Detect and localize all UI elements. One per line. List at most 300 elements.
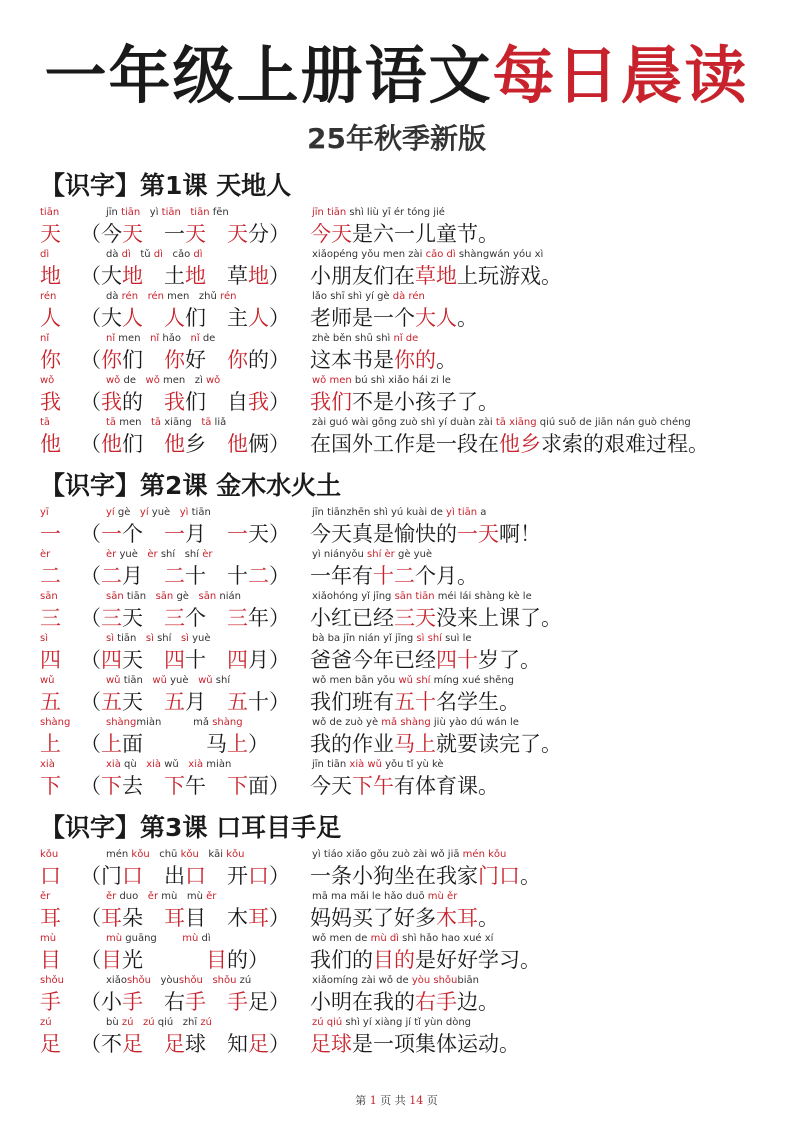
- sentence-pinyin-segment: mǎ shàng: [381, 717, 431, 728]
- main-char-cell: [40, 590, 76, 632]
- word-group-cell: [80, 206, 310, 248]
- sentence-segment: 个月。: [415, 564, 478, 588]
- word-pinyin-segment: liǎ: [211, 417, 227, 428]
- main-char-cell: [40, 674, 76, 716]
- sentence-segment: 在国外工作是一段在: [310, 432, 499, 456]
- word-pinyin-segment: shí: [153, 633, 181, 644]
- sentence-segment: 岁了。: [478, 648, 541, 672]
- word-pinyin-segment: tiān: [121, 207, 141, 218]
- char-row: [40, 974, 780, 1016]
- sentence-segment: 三天: [394, 606, 436, 630]
- word-pinyin-segment: rén: [220, 291, 237, 302]
- word-group-pinyin: [106, 248, 203, 262]
- word-pinyin-segment: tiān: [188, 507, 211, 518]
- word-group: [80, 220, 290, 248]
- main-char: 地: [40, 264, 61, 288]
- word-pinyin-segment: cǎo: [162, 249, 194, 260]
- word-segment: （: [80, 522, 101, 546]
- sentence-cell: [310, 548, 780, 590]
- word-group-pinyin: [106, 890, 216, 904]
- word-segment: 口: [248, 864, 269, 888]
- word-segment: 下: [101, 774, 122, 798]
- sentence-pinyin-segment: qiú suǒ de jiān nán guò chéng: [536, 417, 691, 428]
- sentence-pinyin-segment: míng xué shēng: [430, 675, 515, 686]
- sentence: [310, 220, 499, 248]
- footer-suffix: 页: [426, 1094, 438, 1107]
- sentence-pinyin-segment: shì hǎo hao xué xí: [398, 933, 494, 944]
- word-group-pinyin: [106, 932, 211, 946]
- word-group: [80, 730, 269, 758]
- word-group-cell: [80, 674, 310, 716]
- word-segment: 足: [248, 1032, 269, 1056]
- word-segment: （不: [80, 1032, 122, 1056]
- word-segment: 你: [101, 348, 122, 372]
- word-segment: （: [80, 606, 101, 630]
- main-char: 天: [40, 222, 61, 246]
- main-char-pinyin: dì: [40, 249, 50, 260]
- word-segment: 下: [227, 774, 248, 798]
- word-pinyin-segment: men zì: [159, 375, 206, 386]
- sentence-cell: [310, 206, 780, 248]
- main-char-pinyin: wǒ: [40, 375, 55, 386]
- word-pinyin-segment: tiān: [120, 675, 153, 686]
- sentence-pinyin-segment: mén kǒu: [462, 849, 507, 860]
- sentence-pinyin: [312, 374, 451, 388]
- sentence-pinyin-segment: bà ba jīn nián yǐ jīng: [312, 633, 417, 644]
- sentence-segment: 妈妈买了好多: [310, 906, 436, 930]
- sentence-pinyin: [312, 974, 479, 988]
- word-group-cell: [80, 548, 310, 590]
- word-segment: [143, 1032, 164, 1056]
- word-group: [80, 772, 290, 800]
- word-segment: 三: [101, 606, 122, 630]
- word-segment: 手: [227, 990, 248, 1014]
- main-char: 手: [40, 990, 61, 1014]
- word-segment: 分）: [248, 222, 290, 246]
- lesson-number: 3: [165, 813, 183, 842]
- sentence-pinyin: [312, 548, 432, 562]
- sentence-pinyin-segment: shàngwán yóu xì: [455, 249, 544, 260]
- word-group-cell: [80, 848, 310, 890]
- word-group: [80, 346, 290, 374]
- word-group-cell: [80, 374, 310, 416]
- word-pinyin-segment: [138, 291, 148, 302]
- word-pinyin-segment: èr: [147, 549, 158, 560]
- word-pinyin-segment: shǒu: [178, 975, 203, 986]
- word-pinyin-segment: jīn: [106, 207, 122, 218]
- sentence-pinyin-segment: zú qiú: [312, 1017, 343, 1028]
- word-pinyin-segment: qù: [120, 759, 147, 770]
- word-pinyin-segment: guāng: [122, 933, 183, 944]
- word-group-cell: [80, 932, 310, 974]
- sentence-pinyin: [312, 758, 444, 772]
- sentence-pinyin-segment: wǒ de zuò yè: [312, 717, 382, 728]
- word-pinyin-segment: men: [116, 417, 152, 428]
- sentence-pinyin-segment: sān tiān: [394, 591, 435, 602]
- word-group-pinyin: [106, 1016, 212, 1030]
- main-char-cell: [40, 506, 76, 548]
- word-group: [80, 946, 269, 974]
- word-pinyin-segment: de: [199, 333, 216, 344]
- word-segment: 右: [143, 990, 185, 1014]
- lesson-prefix: 第: [140, 471, 166, 500]
- word-segment: 耳: [164, 906, 185, 930]
- word-segment: 月: [122, 564, 164, 588]
- word-pinyin-segment: shàng: [106, 717, 137, 728]
- word-pinyin-segment: tā: [106, 417, 117, 428]
- main-char: 四: [40, 648, 61, 672]
- char-row: [40, 248, 780, 290]
- sentence-pinyin-segment: wǒ men: [312, 375, 352, 386]
- main-char-pinyin: nǐ: [40, 333, 50, 344]
- word-group-cell: [80, 248, 310, 290]
- word-pinyin-segment: dà: [106, 291, 122, 302]
- sentence-pinyin: [312, 716, 519, 730]
- word-group: [80, 988, 290, 1016]
- main-char: 足: [40, 1032, 61, 1056]
- char-row: [40, 674, 780, 716]
- sentence: [310, 862, 541, 890]
- word-segment: [143, 306, 164, 330]
- word-pinyin-segment: zú: [236, 975, 252, 986]
- word-pinyin-segment: yí: [139, 507, 149, 518]
- word-group: [80, 388, 290, 416]
- word-pinyin-segment: tiān: [161, 207, 181, 218]
- sentence-segment: 下午: [352, 774, 394, 798]
- sentence-pinyin-segment: wǒ men de: [312, 933, 371, 944]
- word-pinyin-segment: sān: [198, 591, 217, 602]
- sentence-segment: 老师是一个: [310, 306, 415, 330]
- main-char-cell: [40, 932, 76, 974]
- sentence-pinyin-segment: xiǎopéng yǒu men zài: [312, 249, 426, 260]
- sentence-pinyin-segment: mù ěr: [427, 891, 458, 902]
- word-pinyin-segment: dì: [121, 249, 131, 260]
- word-pinyin-segment: kǒu: [131, 849, 150, 860]
- word-segment: 目: [206, 948, 227, 972]
- sentence-cell: [310, 332, 780, 374]
- main-char: 五: [40, 690, 61, 714]
- sentence: [310, 904, 499, 932]
- word-segment: （: [80, 948, 101, 972]
- word-pinyin-segment: dì: [193, 249, 203, 260]
- sentence-pinyin-segment: biān: [457, 975, 479, 986]
- word-segment: （: [80, 348, 101, 372]
- sentence-cell: [310, 758, 780, 800]
- word-group: [80, 430, 290, 458]
- sentence-segment: 我们: [310, 390, 352, 414]
- lesson-heading: [40, 468, 780, 504]
- footer-middle: 页 共: [380, 1094, 406, 1107]
- word-segment: （: [80, 648, 101, 672]
- sentence-segment: 名学生。: [436, 690, 520, 714]
- lesson-heading: [40, 168, 780, 204]
- main-char-pinyin: sān: [40, 591, 58, 602]
- sentence-pinyin: [312, 1016, 471, 1030]
- word-pinyin-segment: wǔ: [161, 759, 189, 770]
- sentence: [310, 946, 541, 974]
- sentence-pinyin: [312, 590, 532, 604]
- word-segment: 五: [101, 690, 122, 714]
- word-segment: 天: [122, 606, 164, 630]
- word-pinyin-segment: gè: [114, 507, 140, 518]
- main-char-pinyin: tā: [40, 417, 51, 428]
- word-pinyin-segment: xià: [106, 759, 121, 770]
- sentence-pinyin-segment: shí èr: [367, 549, 395, 560]
- page-number: 1: [369, 1094, 377, 1107]
- sentence-pinyin-segment: yì niányǒu: [312, 549, 368, 560]
- word-pinyin-segment: dì: [198, 933, 211, 944]
- main-char-cell: [40, 632, 76, 674]
- sentence: [310, 688, 520, 716]
- lesson-bracket: 【识字】: [40, 171, 141, 200]
- main-char-pinyin: zú: [40, 1017, 52, 1028]
- sentence-segment: 大人: [415, 306, 457, 330]
- word-pinyin-segment: sān: [155, 591, 174, 602]
- main-char-pinyin: èr: [40, 549, 51, 560]
- word-segment: 个: [185, 606, 227, 630]
- word-group-pinyin: [106, 758, 231, 772]
- word-pinyin-segment: ěr: [106, 891, 117, 902]
- main-char: 二: [40, 564, 61, 588]
- word-segment: （: [80, 390, 101, 414]
- sentence-pinyin-segment: yì tiān: [446, 507, 478, 518]
- word-segment: 天: [227, 222, 248, 246]
- word-group-cell: [80, 290, 310, 332]
- main-char-pinyin: xià: [40, 759, 55, 770]
- word-pinyin-segment: mù mù: [158, 891, 207, 902]
- word-group: [80, 304, 290, 332]
- word-group: [80, 646, 290, 674]
- word-segment: 地: [185, 264, 206, 288]
- subtitle: 25年秋季新版: [307, 122, 486, 155]
- word-group-pinyin: [106, 590, 241, 604]
- word-pinyin-segment: fēn: [209, 207, 229, 218]
- sentence-pinyin: [312, 332, 418, 346]
- main-char-cell: [40, 290, 76, 332]
- word-pinyin-segment: zú: [121, 1017, 134, 1028]
- main-title-red: 每日晨读: [492, 39, 749, 112]
- word-segment: ）: [248, 732, 269, 756]
- sentence-pinyin-segment: gè yuè: [394, 549, 433, 560]
- word-group-cell: [80, 716, 310, 758]
- word-pinyin-segment: men: [115, 333, 151, 344]
- sentence: [310, 520, 541, 548]
- sentence-pinyin-segment: jīn tiānzhēn shì yú kuài de: [312, 507, 447, 518]
- sentence-pinyin: [312, 248, 543, 262]
- sentence-segment: 门口: [478, 864, 520, 888]
- word-pinyin-segment: bù: [106, 1017, 122, 1028]
- word-segment: 你: [227, 348, 248, 372]
- lesson-number: 2: [165, 471, 183, 500]
- lesson-bracket: 【识字】: [40, 471, 141, 500]
- sentence-cell: [310, 590, 780, 632]
- word-pinyin-segment: zú: [200, 1017, 212, 1028]
- sentence-segment: 。: [436, 348, 457, 372]
- sentence-segment: 你的: [394, 348, 436, 372]
- char-row: [40, 848, 780, 890]
- sentence-pinyin-segment: zhè běn shū shì: [312, 333, 394, 344]
- word-segment: 光: [122, 948, 206, 972]
- word-group-pinyin: [106, 332, 215, 346]
- word-pinyin-segment: yì: [179, 507, 189, 518]
- word-segment: 个: [122, 522, 164, 546]
- word-group-cell: [80, 416, 310, 458]
- word-segment: （小: [80, 990, 122, 1014]
- word-group-cell: [80, 974, 310, 1016]
- word-segment: 上: [227, 732, 248, 756]
- sentence-cell: [310, 848, 780, 890]
- word-group-pinyin: [106, 632, 211, 646]
- main-char-cell: [40, 890, 76, 932]
- main-char-pinyin: ěr: [40, 891, 51, 902]
- sentence-segment: 上玩游戏。: [457, 264, 562, 288]
- sentence-pinyin-segment: yòu shǒu: [411, 975, 458, 986]
- sentence-segment: 。: [457, 306, 478, 330]
- lesson-suffix: 课: [182, 471, 208, 500]
- sentence-cell: [310, 890, 780, 932]
- word-group-pinyin: [106, 974, 251, 988]
- word-segment: ）: [269, 564, 290, 588]
- word-pinyin-segment: kǒu: [180, 849, 199, 860]
- word-group-pinyin: [106, 290, 236, 304]
- sentence-pinyin: [312, 206, 445, 220]
- word-segment: 月: [185, 522, 227, 546]
- word-segment: 们 主: [185, 306, 248, 330]
- sentence-pinyin-segment: xiǎohóng yǐ jīng: [312, 591, 395, 602]
- sentence-pinyin-segment: sì shí: [416, 633, 442, 644]
- word-pinyin-segment: shí: [212, 675, 231, 686]
- word-group-pinyin: [106, 716, 243, 730]
- lesson-suffix: 课: [182, 171, 208, 200]
- sentence-segment: 五十: [394, 690, 436, 714]
- word-pinyin-segment: shí shí: [157, 549, 203, 560]
- main-char-pinyin: mù: [40, 933, 57, 944]
- sentence-segment: 不是小孩子了。: [352, 390, 499, 414]
- word-pinyin-segment: nián: [216, 591, 241, 602]
- word-segment: 耳: [248, 906, 269, 930]
- sentence-segment: 就要读完了。: [436, 732, 562, 756]
- word-segment: 下: [164, 774, 185, 798]
- main-char-cell: [40, 206, 76, 248]
- main-char: 口: [40, 864, 61, 888]
- sentence-cell: [310, 932, 780, 974]
- sentence-segment: 有体育课。: [394, 774, 499, 798]
- word-group-pinyin: [106, 506, 211, 520]
- sentence-segment: 边。: [457, 990, 499, 1014]
- word-segment: 耳: [101, 906, 122, 930]
- sentence-pinyin-segment: lǎo shī shì yí gè: [312, 291, 393, 302]
- word-pinyin-segment: ěr: [206, 891, 217, 902]
- sentence-cell: [310, 290, 780, 332]
- sentence-pinyin: [312, 890, 457, 904]
- sentence-pinyin-segment: xià wǔ: [349, 759, 382, 770]
- sentence-segment: 啊！: [499, 522, 541, 546]
- word-segment: 朵: [122, 906, 164, 930]
- sentence-pinyin: [312, 416, 691, 430]
- lesson-1: [40, 168, 780, 458]
- word-segment: 去: [122, 774, 164, 798]
- word-segment: ）: [269, 264, 290, 288]
- word-pinyin-segment: sì: [106, 633, 114, 644]
- word-segment: ）: [269, 864, 290, 888]
- word-pinyin-segment: duo: [116, 891, 148, 902]
- char-row: [40, 374, 780, 416]
- word-group: [80, 520, 290, 548]
- sentence-pinyin-segment: mù dì: [370, 933, 399, 944]
- main-char-pinyin: shàng: [40, 717, 71, 728]
- sentence: [310, 304, 478, 332]
- sentence-pinyin-segment: mā ma mǎi le hǎo duō: [312, 891, 428, 902]
- sentence-pinyin-segment: cǎo dì: [425, 249, 456, 260]
- main-char: 三: [40, 606, 61, 630]
- page-footer: [0, 1092, 793, 1110]
- word-segment: 人: [248, 306, 269, 330]
- sentence-segment: 他乡: [499, 432, 541, 456]
- word-segment: 足: [122, 1032, 143, 1056]
- word-segment: （: [80, 432, 101, 456]
- sentence-segment: 足球: [310, 1032, 352, 1056]
- sentence: [310, 262, 562, 290]
- word-pinyin-segment: nǐ: [190, 333, 200, 344]
- sentence-segment: 求索的艰难过程。: [541, 432, 709, 456]
- lesson-prefix: 第: [140, 813, 166, 842]
- word-segment: 们: [122, 348, 164, 372]
- word-segment: 天: [122, 648, 164, 672]
- sentence-segment: 马上: [394, 732, 436, 756]
- sentence: [310, 562, 478, 590]
- word-group-cell: [80, 890, 310, 932]
- char-row: [40, 1016, 780, 1058]
- main-char-cell: [40, 548, 76, 590]
- word-segment: 人: [164, 306, 185, 330]
- char-row: [40, 506, 780, 548]
- word-segment: 天）: [248, 522, 290, 546]
- word-pinyin-segment: mù: [182, 933, 199, 944]
- lesson-3: [40, 810, 780, 1058]
- word-pinyin-segment: kāi: [198, 849, 227, 860]
- word-group-pinyin: [106, 374, 220, 388]
- sentence-pinyin: [312, 506, 486, 520]
- word-segment: 地: [122, 264, 143, 288]
- word-segment: ）: [269, 1032, 290, 1056]
- main-char: 耳: [40, 906, 61, 930]
- main-char-pinyin: tiān: [40, 207, 60, 218]
- word-pinyin-segment: tā: [151, 417, 162, 428]
- sentence-pinyin-segment: jīn tiān: [312, 759, 350, 770]
- main-char-pinyin: rén: [40, 291, 57, 302]
- word-segment: 好: [185, 348, 227, 372]
- word-pinyin-segment: shàng: [212, 717, 243, 728]
- sentence: [310, 646, 541, 674]
- main-char: 他: [40, 432, 61, 456]
- char-row: [40, 758, 780, 800]
- word-group-pinyin: [106, 848, 244, 862]
- word-segment: 天: [122, 222, 143, 246]
- word-group-cell: [80, 758, 310, 800]
- word-segment: 草: [206, 264, 248, 288]
- word-segment: 天: [122, 690, 164, 714]
- word-group-pinyin: [106, 206, 229, 220]
- sentence-segment: 目的: [373, 948, 415, 972]
- word-group: [80, 688, 290, 716]
- sentence-pinyin-segment: nǐ de: [393, 333, 419, 344]
- word-segment: （: [80, 690, 101, 714]
- lesson-title: 天地人: [216, 171, 292, 200]
- word-pinyin-segment: mù: [106, 933, 123, 944]
- char-row: [40, 416, 780, 458]
- word-group-cell: [80, 506, 310, 548]
- word-segment: 二: [101, 564, 122, 588]
